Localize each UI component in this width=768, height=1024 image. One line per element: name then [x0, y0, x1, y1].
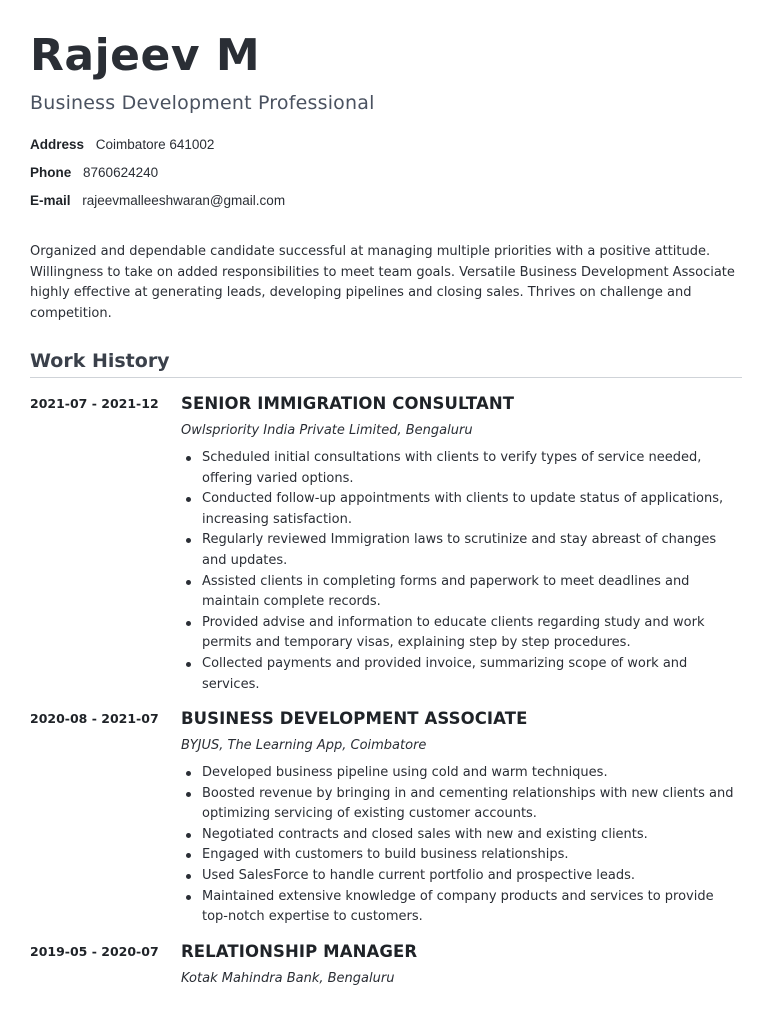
bullet-icon — [186, 833, 191, 838]
bullet-text: Scheduled initial consultations with clients to verify types of service needed, offering varied options. — [202, 450, 702, 486]
bullet-icon — [186, 456, 191, 461]
contact-value: rajeevmalleeshwaran@gmail.com — [82, 193, 286, 208]
contact-label: Phone — [30, 165, 72, 180]
contact-details — [30, 135, 285, 219]
bullet-text: Engaged with customers to build business relationships. — [202, 847, 569, 863]
contact-value: Coimbatore 641002 — [95, 137, 215, 152]
job-dates: 2020-08 - 2021-07 — [30, 711, 159, 726]
bullet-icon — [186, 538, 191, 543]
bullet-text: Assisted clients in completing forms and paperwork to meet deadlines and maintain complete records. — [202, 573, 690, 610]
bullet-icon — [186, 621, 191, 626]
section-divider — [30, 377, 742, 378]
job-role: SENIOR IMMIGRATION CONSULTANT — [181, 394, 515, 413]
bullet-text: Maintained extensive knowledge of company products and services to provide top-notch expertise to customers. — [202, 888, 714, 925]
job-bullet — [181, 654, 742, 695]
contact-phone — [30, 163, 285, 191]
bullet-icon — [186, 662, 191, 667]
job-bullet-list — [181, 448, 742, 695]
contact-email — [30, 191, 285, 219]
job-bullet-list — [181, 763, 742, 928]
contact-label: E-mail — [30, 193, 71, 208]
contact-label: Address — [30, 137, 85, 152]
job-company: Kotak Mahindra Bank, Bengaluru — [181, 971, 395, 986]
bullet-icon — [186, 895, 191, 900]
professional-summary: Organized and dependable candidate successful at managing multiple priorities with a positive attitude. Willingness to take on added responsibilities to meet team goals. Versatile Business Development Associate highly effective at generating leads, developing pipelines and closing sales. Thrives on challenge and competition. — [30, 244, 735, 321]
bullet-text: Boosted revenue by bringing in and cementing relationships with new clients and optimizing servicing of existing customer accounts. — [202, 785, 734, 822]
bullet-text: Developed business pipeline using cold and warm techniques. — [202, 765, 608, 780]
bullet-text: Regularly reviewed Immigration laws to scrutinize and stay abreast of changes and updates. — [202, 532, 717, 568]
bullet-text: Conducted follow-up appointments with clients to update status of applications, increasing satisfaction. — [202, 491, 724, 527]
bullet-text: Collected payments and provided invoice, summarizing scope of work and services. — [202, 655, 688, 692]
job-bullet — [181, 572, 742, 613]
section-heading-work-history: Work History — [30, 350, 170, 372]
job-bullet — [181, 784, 742, 825]
bullet-text: Negotiated contracts and closed sales with new and existing clients. — [202, 826, 648, 842]
bullet-text: Provided advise and information to educate clients regarding study and work permits and temporary visas, explaining step by step procedures. — [202, 614, 705, 651]
bullet-icon — [186, 853, 191, 858]
job-role: BUSINESS DEVELOPMENT ASSOCIATE — [181, 709, 528, 728]
job-bullet — [181, 613, 742, 654]
job-bullet — [181, 489, 742, 530]
bullet-text: Used SalesForce to handle current portfolio and prospective leads. — [202, 867, 636, 883]
bullet-icon — [186, 771, 191, 776]
candidate-name: Rajeev M — [30, 30, 261, 81]
job-company: BYJUS, The Learning App, Coimbatore — [181, 738, 427, 753]
job-dates: 2021-07 - 2021-12 — [30, 396, 159, 411]
job-bullet — [181, 448, 742, 489]
job-bullet — [181, 763, 742, 784]
bullet-icon — [186, 792, 191, 797]
job-bullet — [181, 825, 742, 846]
job-bullet — [181, 845, 742, 866]
bullet-icon — [186, 580, 191, 585]
job-bullet — [181, 887, 742, 928]
job-company: Owlspriority India Private Limited, Bengaluru — [181, 423, 473, 438]
job-dates: 2019-05 - 2020-07 — [30, 944, 159, 959]
bullet-icon — [186, 874, 191, 879]
job-bullet — [181, 530, 742, 571]
job-bullet — [181, 866, 742, 887]
professional-title: Business Development Professional — [30, 92, 375, 114]
contact-address — [30, 135, 285, 163]
bullet-icon — [186, 497, 191, 502]
job-role: RELATIONSHIP MANAGER — [181, 942, 418, 961]
contact-value: 8760624240 — [83, 165, 159, 180]
